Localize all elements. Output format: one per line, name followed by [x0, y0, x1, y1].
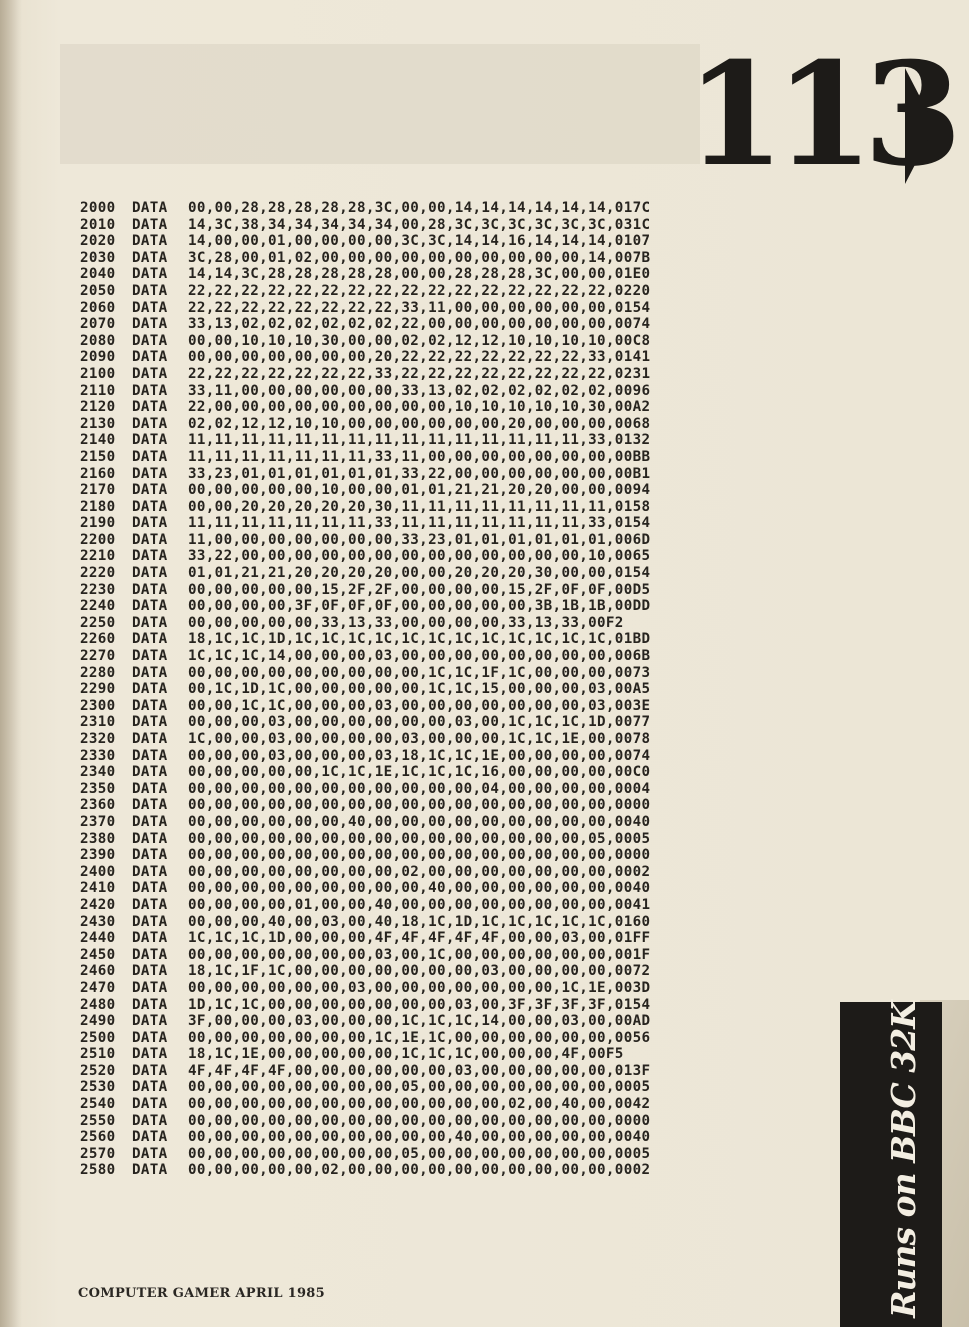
hex-values: 00,00,00,00,00,33,13,33,00,00,00,00,33,13,33,00F2 [188, 614, 624, 631]
data-keyword: DATA [132, 332, 168, 349]
hex-values: 00,00,00,00,00,02,00,00,00,00,00,00,00,00,00,00,0002 [188, 1162, 651, 1179]
line-number: 2490 [80, 1013, 116, 1030]
line-number: 2580 [80, 1162, 116, 1179]
hex-values: 18,1C,1C,1D,1C,1C,1C,1C,1C,1C,1C,1C,1C,1C,1C,1C,01BD [188, 631, 651, 648]
listing-line [80, 1079, 760, 1096]
listing-line [80, 565, 760, 582]
listing-line [80, 947, 760, 964]
line-number: 2370 [80, 813, 116, 830]
line-number: 2040 [80, 266, 116, 283]
page-number: 113 [686, 32, 953, 198]
data-keyword: DATA [132, 365, 168, 382]
listing-line [80, 582, 760, 599]
listing-line [80, 532, 760, 549]
data-keyword: DATA [132, 946, 168, 963]
hex-values: 00,00,00,03,00,00,00,03,18,1C,1C,1E,00,00,00,00,0074 [188, 747, 651, 764]
listing-line [80, 648, 760, 665]
hex-values: 00,00,00,00,00,10,00,00,01,01,21,21,20,20,00,00,0094 [188, 482, 651, 499]
listing-line [80, 930, 760, 947]
data-keyword: DATA [132, 565, 168, 582]
line-number: 2540 [80, 1096, 116, 1113]
data-keyword: DATA [132, 896, 168, 913]
data-keyword: DATA [132, 648, 168, 665]
data-keyword: DATA [132, 1062, 168, 1079]
hex-values: 00,00,00,00,00,00,00,00,00,00,40,00,00,00,00,00,0040 [188, 1129, 651, 1146]
hex-values: 00,00,00,00,00,00,00,00,00,00,00,00,00,00,00,00,0000 [188, 797, 651, 814]
arrow-right-icon [905, 68, 935, 184]
data-keyword: DATA [132, 531, 168, 548]
data-keyword: DATA [132, 399, 168, 416]
hex-values: 14,00,00,01,00,00,00,00,3C,3C,14,14,16,14,14,14,0107 [188, 233, 651, 250]
line-number: 2280 [80, 664, 116, 681]
hex-values: 00,00,00,00,00,00,00,00,05,00,00,00,00,00,00,00,0005 [188, 1145, 651, 1162]
line-number: 2000 [80, 200, 116, 216]
hex-values: 1D,1C,1C,00,00,00,00,00,00,00,03,00,3F,3F,3F,3F,0154 [188, 996, 651, 1013]
listing-line [80, 831, 760, 848]
hex-values: 14,3C,38,34,34,34,34,34,00,28,3C,3C,3C,3C,3C,3C,031C [188, 216, 651, 233]
listing-line [80, 217, 760, 234]
line-number: 2350 [80, 780, 116, 797]
binding-gutter [0, 0, 22, 1327]
listing-line [80, 499, 760, 516]
listing-line [80, 200, 760, 217]
hex-values: 00,00,00,00,00,00,00,00,00,00,00,00,00,00,00,00,0000 [188, 847, 651, 864]
hex-values: 33,23,01,01,01,01,01,01,33,22,00,00,00,00,00,00,00B1 [188, 465, 651, 482]
listing-line [80, 598, 760, 615]
listing-line [80, 698, 760, 715]
hex-values: 00,00,00,00,00,00,00,00,00,40,00,00,00,00,00,00,0040 [188, 880, 651, 897]
line-number: 2030 [80, 249, 116, 266]
data-keyword: DATA [132, 1145, 168, 1162]
hex-values: 11,11,11,11,11,11,11,33,11,11,11,11,11,11,11,33,0154 [188, 515, 651, 532]
data-keyword: DATA [132, 349, 168, 366]
line-number: 2300 [80, 697, 116, 714]
data-keyword: DATA [132, 498, 168, 515]
listing-line [80, 1162, 760, 1179]
data-keyword: DATA [132, 382, 168, 399]
listing-line [80, 681, 760, 698]
data-keyword: DATA [132, 448, 168, 465]
listing-line [80, 432, 760, 449]
line-number: 2430 [80, 913, 116, 930]
line-number: 2450 [80, 946, 116, 963]
line-number: 2150 [80, 448, 116, 465]
listing-line [80, 416, 760, 433]
line-number: 2570 [80, 1145, 116, 1162]
line-number: 2160 [80, 465, 116, 482]
listing-line [80, 963, 760, 980]
hex-values: 00,00,10,10,10,30,00,00,02,02,12,12,10,10,10,10,00C8 [188, 332, 651, 349]
hex-values: 00,00,00,00,00,00,00,1C,1E,1C,00,00,00,00,00,00,0056 [188, 1029, 651, 1046]
hex-values: 00,00,00,00,00,00,00,20,22,22,22,22,22,22,22,33,0141 [188, 349, 651, 366]
listing-line [80, 399, 760, 416]
listing-line [80, 1046, 760, 1063]
listing-line [80, 515, 760, 532]
hex-values: 00,00,1C,1C,00,00,00,03,00,00,00,00,00,00,00,03,003E [188, 697, 651, 714]
data-keyword: DATA [132, 282, 168, 299]
data-keyword: DATA [132, 1112, 168, 1129]
line-number: 2480 [80, 996, 116, 1013]
line-number: 2560 [80, 1129, 116, 1146]
data-keyword: DATA [132, 1046, 168, 1063]
data-keyword: DATA [132, 432, 168, 449]
data-keyword: DATA [132, 863, 168, 880]
listing-line [80, 781, 760, 798]
hex-values: 00,00,00,00,00,00,00,00,00,00,00,04,00,00,00,00,0004 [188, 780, 651, 797]
line-number: 2140 [80, 432, 116, 449]
line-number: 2250 [80, 614, 116, 631]
line-number: 2410 [80, 880, 116, 897]
line-number: 2310 [80, 714, 116, 731]
data-keyword: DATA [132, 813, 168, 830]
line-number: 2100 [80, 365, 116, 382]
data-keyword: DATA [132, 216, 168, 233]
hex-values: 00,00,00,00,00,1C,1C,1E,1C,1C,1C,16,00,00,00,00,00C0 [188, 764, 651, 781]
data-keyword: DATA [132, 1029, 168, 1046]
hex-values: 00,00,00,00,00,00,00,00,00,1C,1C,1F,1C,00,00,00,0073 [188, 664, 651, 681]
side-tab-label: Runs on BBC 32K [883, 1001, 923, 1318]
hex-values: 00,00,00,40,00,03,00,40,18,1C,1D,1C,1C,1C,1C,1C,0160 [188, 913, 651, 930]
hex-values: 01,01,21,21,20,20,20,20,00,00,20,20,20,30,00,00,0154 [188, 565, 651, 582]
data-keyword: DATA [132, 1096, 168, 1113]
hex-values: 00,00,00,00,00,00,00,00,00,00,00,00,00,00,00,05,0005 [188, 830, 651, 847]
data-keyword: DATA [132, 731, 168, 747]
data-keyword: DATA [132, 681, 168, 698]
hex-values: 22,22,22,22,22,22,22,33,22,22,22,22,22,22,22,22,0231 [188, 365, 651, 382]
hex-values: 4F,4F,4F,4F,00,00,00,00,00,00,03,00,00,00,00,00,013F [188, 1062, 651, 1079]
listing-line [80, 797, 760, 814]
hex-values: 1C,1C,1C,14,00,00,00,03,00,00,00,00,00,00,00,00,006B [188, 648, 651, 665]
listing-line [80, 266, 760, 283]
listing-line [80, 366, 760, 383]
line-number: 2290 [80, 681, 116, 698]
line-number: 2530 [80, 1079, 116, 1096]
line-number: 2420 [80, 896, 116, 913]
data-keyword: DATA [132, 1162, 168, 1179]
data-keyword: DATA [132, 614, 168, 631]
hex-values: 1C,00,00,03,00,00,00,00,03,00,00,00,1C,1C,1E,00,0078 [188, 731, 651, 747]
data-keyword: DATA [132, 299, 168, 316]
line-number: 2270 [80, 648, 116, 665]
listing-line [80, 548, 760, 565]
data-keyword: DATA [132, 697, 168, 714]
hex-values: 00,00,00,00,00,15,2F,2F,00,00,00,00,15,2F,0F,0F,00D5 [188, 581, 651, 598]
hex-values: 18,1C,1E,00,00,00,00,00,1C,1C,1C,00,00,00,4F,00F5 [188, 1046, 624, 1063]
listing-line [80, 665, 760, 682]
hex-values: 1C,1C,1C,1D,00,00,00,4F,4F,4F,4F,4F,00,00,03,00,01FF [188, 930, 651, 947]
data-keyword: DATA [132, 963, 168, 980]
data-keyword: DATA [132, 598, 168, 615]
listing-line [80, 466, 760, 483]
listing-line [80, 482, 760, 499]
data-keyword: DATA [132, 797, 168, 814]
data-keyword: DATA [132, 631, 168, 648]
listing-line [80, 1113, 760, 1130]
listing-line [80, 714, 760, 731]
listing-line [80, 615, 760, 632]
listing-line [80, 349, 760, 366]
hex-values: 00,00,00,00,00,00,00,00,05,00,00,00,00,00,00,00,0005 [188, 1079, 651, 1096]
listing-line [80, 300, 760, 317]
line-number: 2470 [80, 979, 116, 996]
listing-line [80, 250, 760, 267]
side-tab [840, 1002, 942, 1327]
hex-values: 33,13,02,02,02,02,02,02,22,00,00,00,00,00,00,00,0074 [188, 316, 651, 333]
line-number: 2520 [80, 1062, 116, 1079]
line-number: 2180 [80, 498, 116, 515]
hex-values: 00,00,20,20,20,20,20,30,11,11,11,11,11,11,11,11,0158 [188, 498, 651, 515]
hex-values: 11,11,11,11,11,11,11,11,11,11,11,11,11,11,11,33,0132 [188, 432, 651, 449]
hex-values: 33,11,00,00,00,00,00,00,33,13,02,02,02,02,02,02,0096 [188, 382, 651, 399]
listing-line [80, 1030, 760, 1047]
data-keyword: DATA [132, 830, 168, 847]
listing-line [80, 383, 760, 400]
hex-values: 00,00,28,28,28,28,28,3C,00,00,14,14,14,14,14,14,017C [188, 200, 651, 216]
hex-values: 00,00,00,00,00,00,00,03,00,1C,00,00,00,00,00,00,001F [188, 946, 651, 963]
line-number: 2390 [80, 847, 116, 864]
data-keyword: DATA [132, 996, 168, 1013]
data-keyword: DATA [132, 1013, 168, 1030]
hex-values: 22,22,22,22,22,22,22,22,22,22,22,22,22,22,22,22,0220 [188, 282, 651, 299]
data-keyword: DATA [132, 266, 168, 283]
data-keyword: DATA [132, 316, 168, 333]
data-keyword: DATA [132, 482, 168, 499]
hex-values: 00,00,00,00,00,00,00,00,02,00,00,00,00,00,00,00,0002 [188, 863, 651, 880]
data-keyword: DATA [132, 714, 168, 731]
line-number: 2110 [80, 382, 116, 399]
line-number: 2330 [80, 747, 116, 764]
line-number: 2200 [80, 531, 116, 548]
hex-values: 22,00,00,00,00,00,00,00,00,00,10,10,10,10,10,30,00A2 [188, 399, 651, 416]
hex-values: 11,11,11,11,11,11,11,33,11,00,00,00,00,00,00,00,00BB [188, 448, 651, 465]
data-keyword: DATA [132, 780, 168, 797]
listing-line [80, 880, 760, 897]
data-keyword: DATA [132, 979, 168, 996]
data-keyword: DATA [132, 233, 168, 250]
listing-line [80, 814, 760, 831]
line-number: 2360 [80, 797, 116, 814]
hex-values: 11,00,00,00,00,00,00,00,33,23,01,01,01,01,01,01,006D [188, 531, 651, 548]
page-footer: COMPUTER GAMER APRIL 1985 [78, 1286, 325, 1301]
listing-line [80, 449, 760, 466]
data-keyword: DATA [132, 465, 168, 482]
line-number: 2240 [80, 598, 116, 615]
listing-line [80, 731, 760, 748]
data-keyword: DATA [132, 930, 168, 947]
listing-line [80, 997, 760, 1014]
faded-header-band [60, 44, 700, 164]
line-number: 2440 [80, 930, 116, 947]
hex-values: 00,00,00,00,00,00,00,00,00,00,00,00,00,00,00,00,0000 [188, 1112, 651, 1129]
data-keyword: DATA [132, 664, 168, 681]
hex-values: 02,02,12,12,10,10,00,00,00,00,00,00,20,00,00,00,0068 [188, 415, 651, 432]
hex-values: 00,00,00,00,01,00,00,40,00,00,00,00,00,00,00,00,0041 [188, 896, 651, 913]
line-number: 2060 [80, 299, 116, 316]
listing-line [80, 748, 760, 765]
hex-values: 18,1C,1F,1C,00,00,00,00,00,00,00,03,00,00,00,00,0072 [188, 963, 651, 980]
hex-values: 00,00,00,03,00,00,00,00,00,00,03,00,1C,1C,1C,1D,0077 [188, 714, 651, 731]
line-number: 2020 [80, 233, 116, 250]
listing-line [80, 333, 760, 350]
data-keyword: DATA [132, 1129, 168, 1146]
line-number: 2400 [80, 863, 116, 880]
data-keyword: DATA [132, 764, 168, 781]
listing-line [80, 864, 760, 881]
line-number: 2260 [80, 631, 116, 648]
line-number: 2210 [80, 548, 116, 565]
hex-values: 00,00,00,00,00,00,40,00,00,00,00,00,00,00,00,00,0040 [188, 813, 651, 830]
data-keyword: DATA [132, 415, 168, 432]
line-number: 2070 [80, 316, 116, 333]
line-number: 2550 [80, 1112, 116, 1129]
hex-values: 00,1C,1D,1C,00,00,00,00,00,1C,1C,15,00,00,00,03,00A5 [188, 681, 651, 698]
listing-line [80, 1063, 760, 1080]
data-keyword: DATA [132, 548, 168, 565]
listing-line [80, 316, 760, 333]
hex-values: 3F,00,00,00,03,00,00,00,1C,1C,1C,14,00,00,03,00,00AD [188, 1013, 651, 1030]
line-number: 2130 [80, 415, 116, 432]
hex-values: 00,00,00,00,00,00,00,00,00,00,00,00,02,00,40,00,0042 [188, 1096, 651, 1113]
listing-line [80, 233, 760, 250]
hex-values: 00,00,00,00,3F,0F,0F,0F,00,00,00,00,00,3B,1B,1B,00DD [188, 598, 651, 615]
listing-line [80, 897, 760, 914]
line-number: 2460 [80, 963, 116, 980]
data-keyword: DATA [132, 747, 168, 764]
basic-data-listing [80, 200, 760, 1179]
listing-line [80, 631, 760, 648]
hex-values: 33,22,00,00,00,00,00,00,00,00,00,00,00,00,00,10,0065 [188, 548, 651, 565]
line-number: 2170 [80, 482, 116, 499]
line-number: 2230 [80, 581, 116, 598]
data-keyword: DATA [132, 249, 168, 266]
line-number: 2500 [80, 1029, 116, 1046]
data-keyword: DATA [132, 200, 168, 216]
line-number: 2190 [80, 515, 116, 532]
data-keyword: DATA [132, 515, 168, 532]
hex-values: 14,14,3C,28,28,28,28,28,00,00,28,28,28,3C,00,00,01E0 [188, 266, 651, 283]
listing-line [80, 980, 760, 997]
hex-values: 00,00,00,00,00,00,03,00,00,00,00,00,00,00,1C,1E,003D [188, 979, 651, 996]
line-number: 2090 [80, 349, 116, 366]
line-number: 2320 [80, 731, 116, 747]
data-keyword: DATA [132, 913, 168, 930]
line-number: 2380 [80, 830, 116, 847]
listing-line [80, 1129, 760, 1146]
listing-line [80, 283, 760, 300]
hex-values: 22,22,22,22,22,22,22,22,33,11,00,00,00,00,00,00,0154 [188, 299, 651, 316]
data-keyword: DATA [132, 1079, 168, 1096]
data-keyword: DATA [132, 880, 168, 897]
line-number: 2120 [80, 399, 116, 416]
listing-line [80, 847, 760, 864]
listing-line [80, 764, 760, 781]
line-number: 2340 [80, 764, 116, 781]
line-number: 2220 [80, 565, 116, 582]
data-keyword: DATA [132, 847, 168, 864]
listing-line [80, 1146, 760, 1163]
listing-line [80, 1013, 760, 1030]
listing-line [80, 914, 760, 931]
line-number: 2050 [80, 282, 116, 299]
line-number: 2010 [80, 216, 116, 233]
listing-line [80, 1096, 760, 1113]
line-number: 2080 [80, 332, 116, 349]
line-number: 2510 [80, 1046, 116, 1063]
data-keyword: DATA [132, 581, 168, 598]
hex-values: 3C,28,00,01,02,00,00,00,00,00,00,00,00,00,00,14,007B [188, 249, 651, 266]
